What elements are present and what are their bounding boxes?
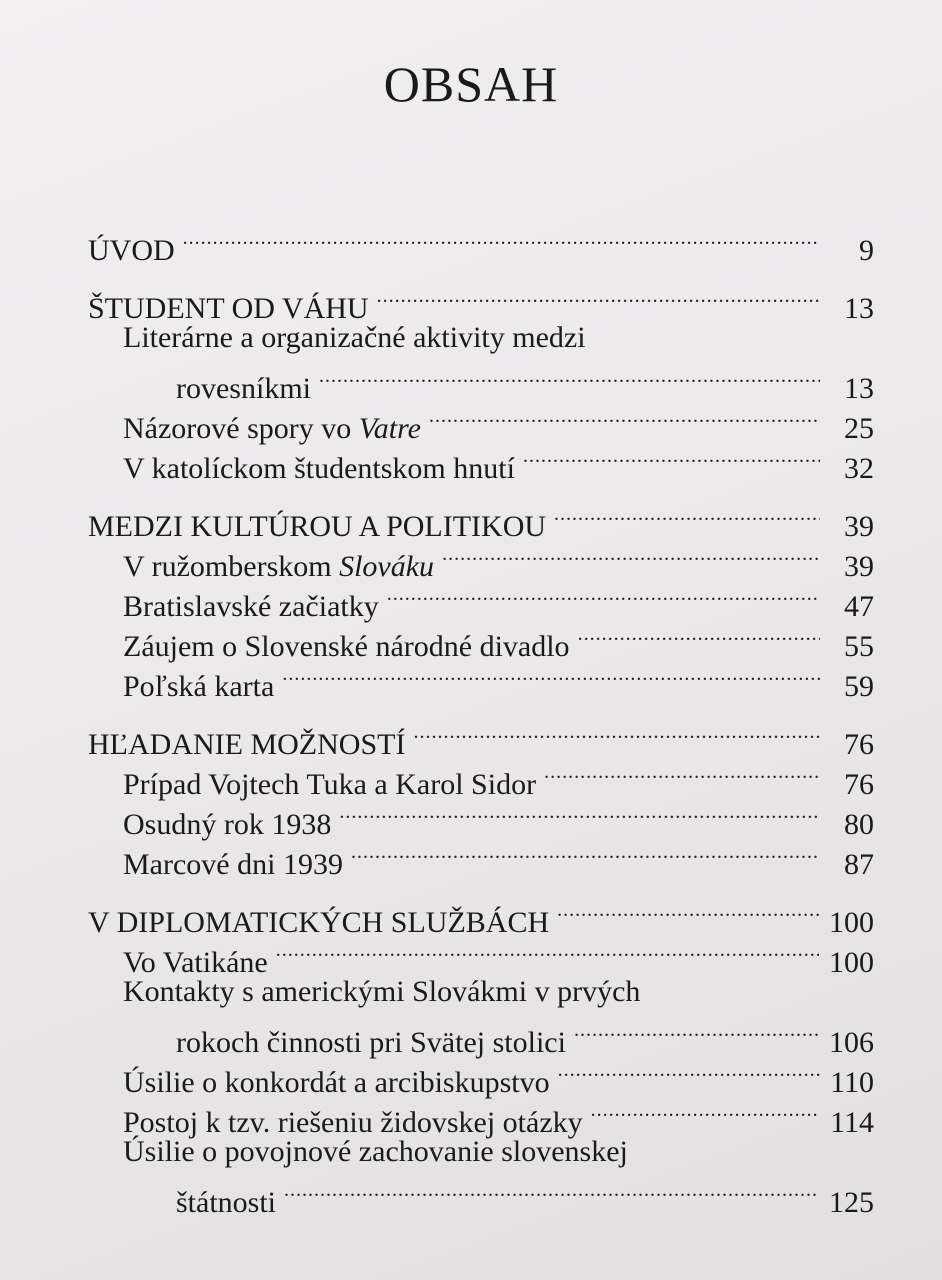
dot-leader <box>429 398 820 438</box>
toc-entry-section-continued <box>88 358 874 405</box>
toc-page-number: 13 <box>844 292 874 325</box>
toc-entry-title: Kontakty s americkými Slovákmi v prvých <box>123 975 641 1008</box>
toc-page-number: 87 <box>844 848 874 881</box>
toc-page-number: 39 <box>844 510 874 543</box>
dot-leader <box>319 358 820 398</box>
toc-page-number: 9 <box>859 234 874 267</box>
dot-leader <box>282 656 820 696</box>
toc-entry-chapter <box>88 714 874 761</box>
toc-entry-chapter <box>88 496 874 543</box>
toc-entry-chapter <box>88 278 874 325</box>
dot-leader <box>591 1092 820 1132</box>
toc-entry-title: V DIPLOMATICKÝCH SLUŽBÁCH <box>88 906 550 939</box>
toc-entry-title: V katolíckom študentskom hnutí <box>123 452 515 485</box>
dot-leader <box>276 932 819 972</box>
toc-entry-title: rokoch činnosti pri Svätej stolici <box>176 1026 566 1059</box>
toc-entry-title: Literárne a organizačné aktivity medzi <box>123 321 586 354</box>
toc-page-number: 47 <box>844 590 874 623</box>
toc-page-number: 76 <box>844 768 874 801</box>
dot-leader <box>574 1012 819 1052</box>
dot-leader <box>544 754 820 794</box>
toc-entry-title: Vo Vatikáne <box>123 946 268 979</box>
toc-entry-title: Úsilie o konkordát a arcibiskupstvo <box>123 1066 550 1099</box>
toc-entry-title: Bratislavské začiatky <box>123 590 379 623</box>
italic-title: Vatre <box>358 412 421 445</box>
toc-entry-title: Prípad Vojtech Tuka a Karol Sidor <box>123 768 537 801</box>
toc-entry-title: HĽADANIE MOŽNOSTÍ <box>88 728 406 761</box>
dot-leader <box>339 794 820 834</box>
toc-entry-title: Poľská karta <box>123 670 275 703</box>
toc-entry-title: Názorové spory vo Vatre <box>123 412 421 445</box>
toc-entry-chapter <box>88 220 874 267</box>
toc-entry-chapter <box>88 892 874 939</box>
toc-page-number: 114 <box>830 1106 874 1139</box>
toc-page-number: 32 <box>844 452 874 485</box>
toc-page-number: 100 <box>829 906 874 939</box>
toc-entry-title: Záujem o Slovenské národné divadlo <box>123 630 570 663</box>
toc-entry-title: Postoj k tzv. riešeniu židovskej otázky <box>123 1106 583 1139</box>
toc-page-number: 100 <box>829 946 874 979</box>
toc-page-number: 80 <box>844 808 874 841</box>
toc-entry-section <box>88 1132 874 1172</box>
toc-entry-section-continued <box>88 1172 874 1219</box>
toc-entry-title: V ružomberskom Slováku <box>123 550 435 583</box>
toc-page-number: 25 <box>844 412 874 445</box>
toc-entry-title: Osudný rok 1938 <box>123 808 332 841</box>
dot-leader <box>387 576 820 616</box>
toc-entry-section <box>88 972 874 1012</box>
dot-leader <box>523 438 820 478</box>
toc-entry-section <box>88 318 874 358</box>
toc-entry-title: ÚVOD <box>88 234 175 267</box>
toc-entry-title: MEDZI KULTÚROU A POLITIKOU <box>88 510 547 543</box>
toc-entry-title: Marcové dni 1939 <box>123 848 343 881</box>
toc-page-number: 39 <box>844 550 874 583</box>
toc-entry-title: Úsilie o povojnové zachovanie slovenskej <box>123 1135 628 1168</box>
italic-title: Slováku <box>339 550 435 583</box>
dot-leader <box>377 278 820 318</box>
page-title: OBSAH <box>383 56 559 112</box>
dot-leader <box>558 1052 820 1092</box>
dot-leader <box>557 892 819 932</box>
toc-page-number: 106 <box>829 1026 874 1059</box>
toc-page-number: 76 <box>844 728 874 761</box>
table-of-contents <box>88 220 874 1219</box>
toc-page-number: 13 <box>844 372 874 405</box>
toc-page-number: 110 <box>830 1066 874 1099</box>
toc-entry-title: rovesníkmi <box>176 372 311 405</box>
toc-page-number: 125 <box>829 1186 874 1219</box>
toc-page-number: 59 <box>844 670 874 703</box>
dot-leader <box>284 1172 819 1212</box>
toc-entry-title: štátnosti <box>176 1186 277 1219</box>
dot-leader <box>578 616 820 656</box>
dot-leader <box>442 536 820 576</box>
dot-leader <box>351 834 820 874</box>
toc-entry-title: ŠTUDENT OD VÁHU <box>88 292 369 325</box>
toc-entry-section-continued <box>88 1012 874 1059</box>
dot-leader <box>183 220 820 260</box>
dot-leader <box>554 496 820 536</box>
toc-page-number: 55 <box>844 630 874 663</box>
dot-leader <box>413 714 820 754</box>
